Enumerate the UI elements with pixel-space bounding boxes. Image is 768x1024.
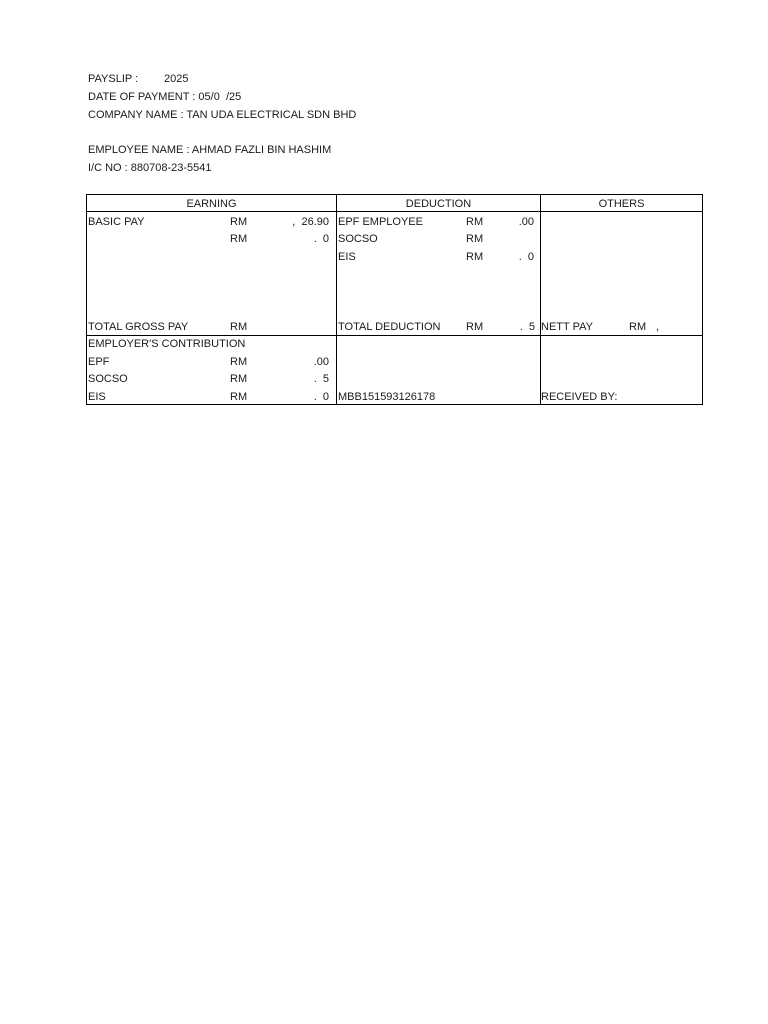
employee-name: EMPLOYEE NAME : AHMAD FAZLI BIN HASHIM xyxy=(88,144,332,156)
others-header: OTHERS xyxy=(598,198,645,210)
eis-label: EIS xyxy=(338,251,356,263)
epf-employee-label: EPF EMPLOYEE xyxy=(338,216,423,228)
employer-epf-value: .00 xyxy=(313,356,329,368)
date-of-payment: DATE OF PAYMENT : 05/0 /25 xyxy=(88,91,242,103)
epf-employee-currency: RM xyxy=(466,216,484,228)
epf-employee-value: .00 xyxy=(518,216,534,228)
basic-pay-currency: RM xyxy=(230,216,248,228)
nett-pay-value: , xyxy=(656,321,660,333)
payslip-table xyxy=(86,194,703,405)
employer-epf-currency: RM xyxy=(230,356,248,368)
nett-pay-label: NETT PAY xyxy=(541,321,593,333)
header-divider xyxy=(87,211,702,212)
employer-eis-currency: RM xyxy=(230,391,248,403)
nett-pay-currency: RM xyxy=(629,321,647,333)
total-deduction-value: . 5 xyxy=(519,321,535,333)
employer-eis-value: . 0 xyxy=(313,391,329,403)
eis-value: . 0 xyxy=(518,251,534,263)
earning-row2-currency: RM xyxy=(230,233,248,245)
socso-currency: RM xyxy=(466,233,484,245)
basic-pay-label: BASIC PAY xyxy=(88,216,145,228)
total-deduction-currency: RM xyxy=(466,321,484,333)
employer-contribution-title: EMPLOYER'S CONTRIBUTION xyxy=(88,338,246,350)
employer-eis-label: EIS xyxy=(88,391,106,403)
total-gross-pay-label: TOTAL GROSS PAY xyxy=(88,321,189,333)
employer-socso-value: . 5 xyxy=(313,373,329,385)
employer-socso-label: SOCSO xyxy=(88,373,128,385)
earning-row2-value: . 0 xyxy=(313,233,329,245)
total-gross-pay-currency: RM xyxy=(230,321,248,333)
employer-socso-currency: RM xyxy=(230,373,248,385)
deduction-header: DEDUCTION xyxy=(405,198,472,210)
eis-currency: RM xyxy=(466,251,484,263)
total-deduction-label: TOTAL DEDUCTION xyxy=(338,321,441,333)
basic-pay-value: , 26.90 xyxy=(292,216,329,228)
earning-deduction-divider xyxy=(336,195,337,335)
received-by-label: RECEIVED BY: xyxy=(541,391,618,403)
payslip-year: 2025 xyxy=(164,73,189,85)
earning-header: EARNING xyxy=(186,198,237,210)
payslip-label: PAYSLIP : xyxy=(88,73,139,85)
contribution-divider xyxy=(336,335,337,404)
account-number: MBB151593126178 xyxy=(338,391,436,403)
ic-number: I/C NO : 880708-23-5541 xyxy=(88,162,212,174)
company-name: COMPANY NAME : TAN UDA ELECTRICAL SDN BHD xyxy=(88,109,357,121)
deduction-others-divider xyxy=(540,195,541,404)
employer-epf-label: EPF xyxy=(88,356,110,368)
socso-label: SOCSO xyxy=(338,233,378,245)
totals-divider xyxy=(87,335,702,336)
